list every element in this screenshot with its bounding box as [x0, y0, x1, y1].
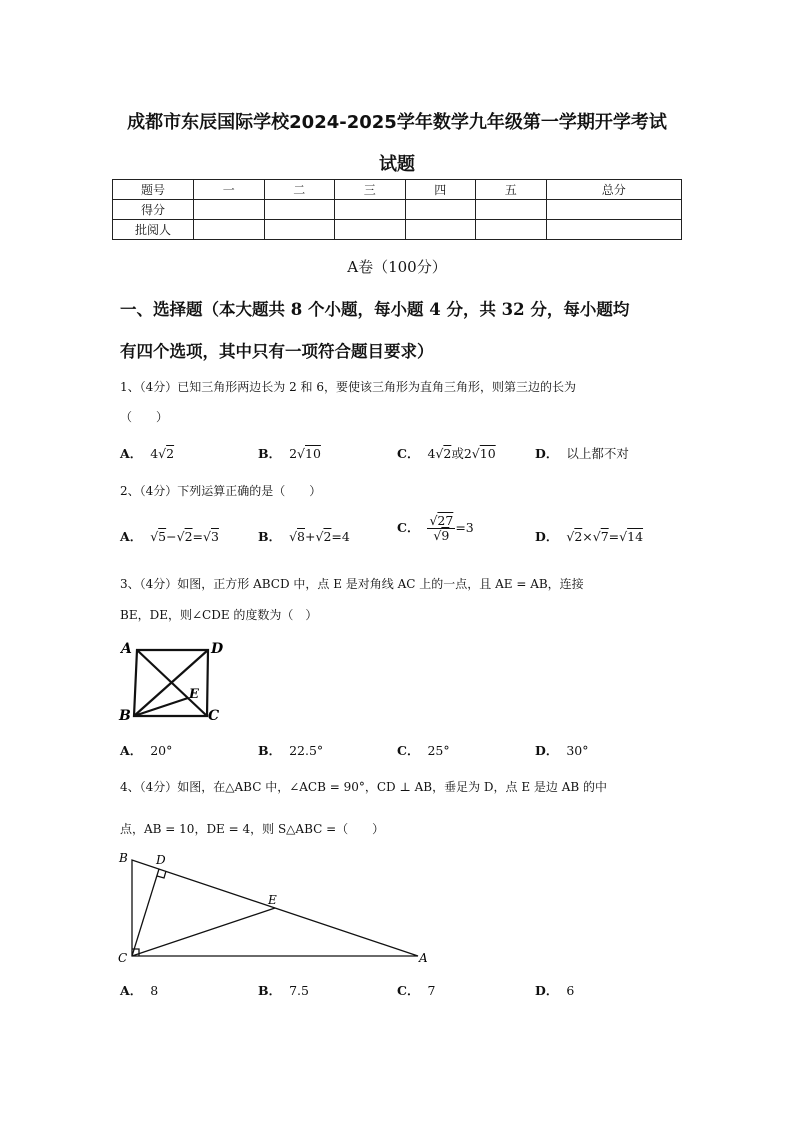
reviewer-cell[interactable] [476, 220, 547, 240]
score-cell[interactable] [405, 200, 476, 220]
q3-option-d[interactable] [535, 741, 589, 759]
question-1-stem: 1、（4分）已知三角形两边长为 2 和 6，要使该三角形为直角三角形，则第三边的长为 [120, 380, 576, 394]
q3-option-b[interactable] [258, 741, 323, 759]
volume-heading: A卷（100分） [347, 258, 447, 276]
score-cell[interactable] [194, 200, 265, 220]
radicand: 2 [184, 529, 193, 544]
exam-title: 成都市东辰国际学校2024-2025学年数学九年级第一学期开学考试 [127, 112, 667, 133]
reviewer-cell[interactable] [194, 220, 265, 240]
denominator: 9 [441, 527, 450, 543]
equals: = [192, 529, 204, 544]
option-label: D． [535, 983, 559, 998]
fraction: $\frac{√27}{√9}$ [429, 513, 454, 543]
point-d-label: D [211, 641, 224, 657]
altitude-cd [132, 869, 159, 956]
section-heading: 一、选择题（本大题共 8 个小题，每小题 4 分，共 32 分，每小题均 [120, 300, 630, 319]
coefficient: 2 [289, 446, 298, 461]
option-label: B． [258, 446, 282, 461]
option-text: 7 [427, 983, 436, 998]
point-b-label: B [119, 851, 128, 865]
question-2-stem: 2、（4分）下列运算正确的是（ ） [120, 484, 322, 498]
option-text: 以上都不对 [566, 446, 629, 461]
option-label: B． [258, 743, 282, 758]
header-cell: 一 [194, 180, 265, 200]
option-label: C． [397, 519, 420, 535]
header-cell: 二 [264, 180, 335, 200]
numerator: 27 [437, 513, 454, 528]
point-c-label: C [118, 951, 128, 965]
option-label: A． [120, 446, 143, 461]
option-label: D． [535, 743, 559, 758]
option-label: B． [258, 983, 282, 998]
radicand: 14 [627, 529, 644, 544]
score-table [112, 179, 682, 240]
row-label: 批阅人 [113, 220, 194, 240]
reviewer-row [113, 220, 682, 240]
radicand: 2 [166, 446, 175, 461]
point-a-label: A [419, 951, 428, 965]
option-text: 20° [150, 743, 173, 758]
q1-option-d[interactable] [535, 444, 629, 462]
q1-option-b[interactable]: B． 2√10 [258, 446, 321, 461]
operator: × [582, 529, 593, 544]
q4-option-c[interactable] [397, 981, 435, 999]
option-label: A． [120, 529, 143, 544]
segment-be [134, 698, 188, 716]
radicand: 2 [574, 529, 583, 544]
radicand: 8 [297, 529, 305, 544]
row-label: 得分 [113, 200, 194, 220]
coefficient: 4 [427, 446, 436, 461]
radicand: 10 [479, 446, 496, 461]
coefficient: 4 [150, 446, 159, 461]
right-triangle-figure [112, 848, 437, 970]
q2-option-c[interactable] [397, 514, 474, 543]
option-label: A． [120, 743, 143, 758]
section-heading-continued: 有四个选项，其中只有一项符合题目要求） [120, 342, 434, 361]
option-label: C． [397, 743, 420, 758]
square-figure [115, 638, 230, 728]
option-label: C． [397, 446, 420, 461]
score-table-header-row [113, 180, 682, 200]
point-a-label: A [121, 641, 132, 657]
radicand: 2 [443, 446, 452, 461]
equals: =3 [455, 519, 474, 535]
q4-option-b[interactable] [258, 981, 309, 999]
option-text: 7.5 [289, 983, 309, 998]
operator: + [305, 529, 316, 544]
q4-option-a[interactable] [120, 981, 158, 999]
point-b-label: B [119, 708, 131, 724]
reviewer-cell[interactable] [335, 220, 406, 240]
question-3-stem-continued: BE，DE，则∠CDE 的度数为（ ） [120, 608, 318, 622]
radicand: 7 [600, 529, 609, 544]
q1-option-a[interactable]: A． 4√2 [120, 446, 175, 461]
q2-option-d[interactable]: D． √2×√7=√14 [535, 529, 644, 544]
point-c-label: C [208, 708, 220, 724]
point-d-label: D [156, 853, 166, 867]
radicand: 3 [210, 529, 219, 544]
option-label: D． [535, 529, 559, 544]
header-cell: 题号 [113, 180, 194, 200]
equals: = [608, 529, 620, 544]
point-e-label: E [268, 893, 277, 907]
q1-option-c[interactable]: C． 4√2或2√10 [397, 446, 496, 461]
q3-option-c[interactable] [397, 741, 450, 759]
option-text: 30° [566, 743, 589, 758]
reviewer-cell[interactable] [546, 220, 682, 240]
question-3-stem: 3、（4分）如图，正方形 ABCD 中，点 E 是对角线 AC 上的一点，且 AE = AB，连接 [120, 577, 584, 591]
option-label: A． [120, 983, 143, 998]
option-text: 8 [150, 983, 159, 998]
radicand: 10 [305, 446, 321, 461]
radicand: 5 [158, 529, 167, 544]
operator: − [166, 529, 177, 544]
exam-title-continued: 试题 [379, 154, 415, 175]
question-4-stem-continued: 点，AB = 10，DE = 4，则 S△ABC =（ ） [120, 822, 385, 836]
median-ce [132, 908, 275, 956]
radicand: 2 [323, 529, 332, 544]
option-text: 25° [427, 743, 450, 758]
question-1-stem-continued: （ ） [120, 410, 169, 424]
score-cell[interactable] [335, 200, 406, 220]
option-label: B． [258, 529, 282, 544]
option-text: 22.5° [289, 743, 324, 758]
score-row [113, 200, 682, 220]
score-cell[interactable] [546, 200, 682, 220]
score-cell[interactable] [476, 200, 547, 220]
q3-option-a[interactable] [120, 741, 172, 759]
option-label: C． [397, 983, 420, 998]
option-text: 6 [566, 983, 575, 998]
header-cell: 总分 [546, 180, 682, 200]
q2-option-b[interactable]: B． √8+√2=4 [258, 529, 350, 544]
equals: =4 [331, 529, 350, 544]
option-label: D． [535, 446, 559, 461]
q4-option-d[interactable] [535, 981, 574, 999]
header-cell: 五 [476, 180, 547, 200]
header-cell: 三 [335, 180, 406, 200]
or-word: 或 [451, 446, 464, 461]
question-4-stem: 4、（4分）如图，在△ABC 中，∠ACB = 90°，CD ⊥ AB，垂足为 D，点 E 是边 AB 的中 [120, 780, 608, 794]
point-e-label: E [189, 687, 199, 702]
reviewer-cell[interactable] [264, 220, 335, 240]
q2-option-a[interactable]: A． √5−√2=√3 [120, 529, 219, 544]
reviewer-cell[interactable] [405, 220, 476, 240]
score-cell[interactable] [264, 200, 335, 220]
coefficient: 2 [463, 446, 472, 461]
header-cell: 四 [405, 180, 476, 200]
